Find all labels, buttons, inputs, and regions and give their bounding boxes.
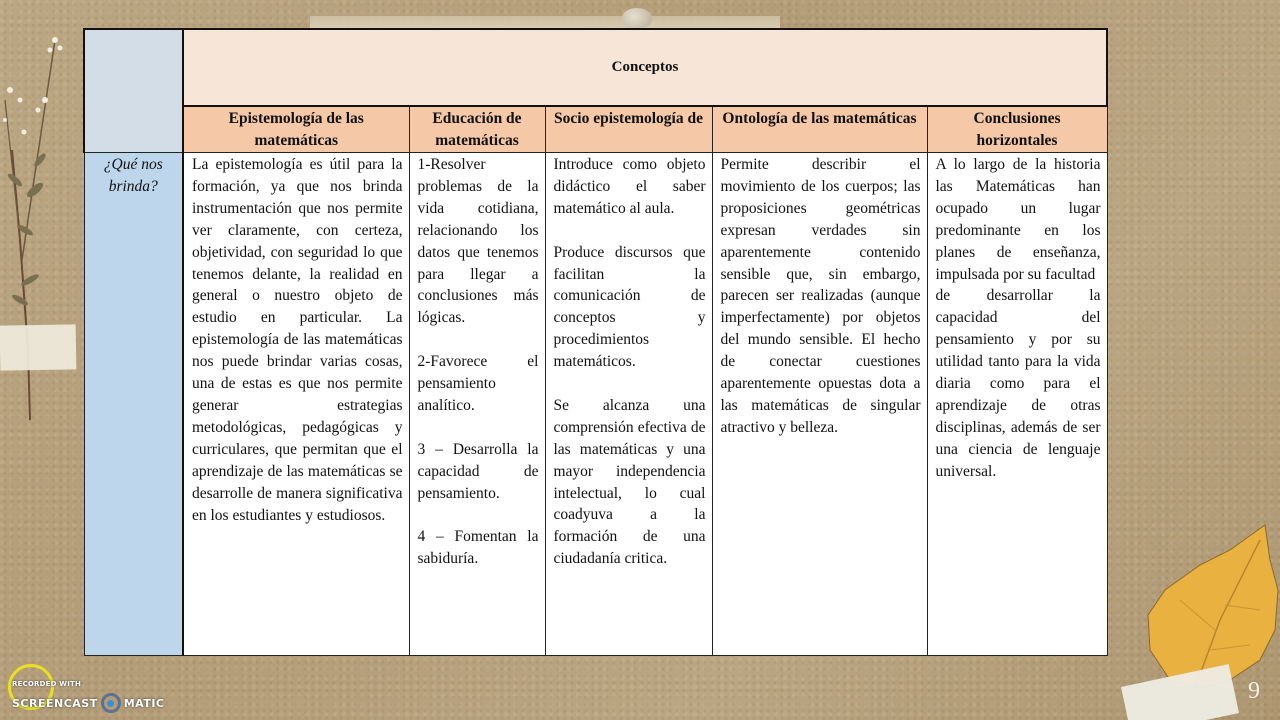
cell-paragraph: Introduce como objeto didáctico el saber matemático al aula.	[553, 156, 706, 217]
cell-educacion	[409, 153, 545, 656]
row-header-que-nos-brinda: ¿Qué nos brinda?	[84, 153, 183, 656]
table-row	[84, 153, 1107, 656]
watermark-line1: RECORDED WITH	[12, 680, 82, 688]
cell-socioepistemologia	[545, 153, 712, 656]
column-header-conclusiones: Conclusiones horizontales	[927, 106, 1107, 153]
screencast-logo-icon	[101, 693, 121, 713]
cell-paragraph: 2-Favorece el pensamiento analítico.	[417, 353, 539, 414]
slide-page-number: 9	[1248, 678, 1260, 704]
column-header-ontologia: Ontología de las matemáticas	[712, 106, 927, 153]
column-header-epistemologia: Epistemología de las matemáticas	[183, 106, 409, 153]
column-header-socioepistemologia: Socio epistemología de	[545, 106, 712, 153]
screencast-watermark	[4, 660, 174, 716]
watermark-text-right: MATIC	[123, 696, 165, 710]
table-corner-cell	[84, 29, 183, 153]
cell-paragraph: Se alcanza una comprensión efectiva de las matemáticas y una mayor independencia intelectual, lo cual coadyuva a la formación de una ciudadanía critica.	[553, 396, 706, 568]
tape-decoration	[0, 324, 76, 370]
cell-ontologia	[712, 153, 927, 656]
cell-conclusiones	[927, 153, 1107, 656]
cell-paragraph: Permite describir el movimiento de los cuerpos; las proposiciones geométricas expresan verdades sin aparentemente contenido sensible que, sin embargo, parecen ser realizadas (aunque imperfectamente) por objetos del mundo sensible. El hecho de conectar cuestiones aparentemente opuestas dota a las matemáticas de singular atractivo y belleza.	[720, 156, 921, 436]
cell-paragraph: La epistemología es útil para la formación, ya que nos brinda instrumentación que nos permite ver claramente, con certeza, objetividad, con seguridad lo que tenemos delante, la realidad en general o nuestro objeto de estudio en particular. La epistemología de las matemáticas nos puede brindar varias cosas, una de estas es que nos permite generar estrategias metodológicas, pedagógicas y curriculares, que permitan que el aprendizaje de las matemáticas se desarrolle de manera significativa en los estudiantes y estudiosos.	[192, 156, 403, 524]
pin-decoration	[622, 8, 652, 28]
concepts-table	[83, 28, 1108, 656]
cell-paragraph: A lo largo de la historia las Matemáticas han ocupado un lugar predominante en los planes de enseñanza, impulsada por su facultad	[935, 156, 1101, 283]
watermark-text-left: SCREENCAST	[12, 696, 98, 710]
cell-paragraph: 1-Resolver problemas de la vida cotidiana, relacionando los datos que tenemos para llegar a conclusiones más lógicas.	[417, 156, 539, 327]
cell-paragraph: 4 – Fomentan la sabiduría.	[417, 528, 539, 568]
watermark-line2	[12, 693, 165, 713]
cell-paragraph: Produce discursos que facilitan la comunicación de conceptos y procedimientos matemáticos.	[553, 243, 706, 371]
cell-paragraph: de desarrollar la capacidad del pensamiento y por su utilidad tanto para la vida diaria como para el aprendizaje de otras disciplinas, además de ser una ciencia de lenguaje universal.	[935, 287, 1101, 480]
cell-epistemologia	[183, 153, 409, 656]
column-header-educacion: Educación de matemáticas	[409, 106, 545, 153]
group-header-conceptos: Conceptos	[183, 29, 1107, 106]
cell-paragraph: 3 – Desarrolla la capacidad de pensamiento.	[417, 440, 539, 502]
